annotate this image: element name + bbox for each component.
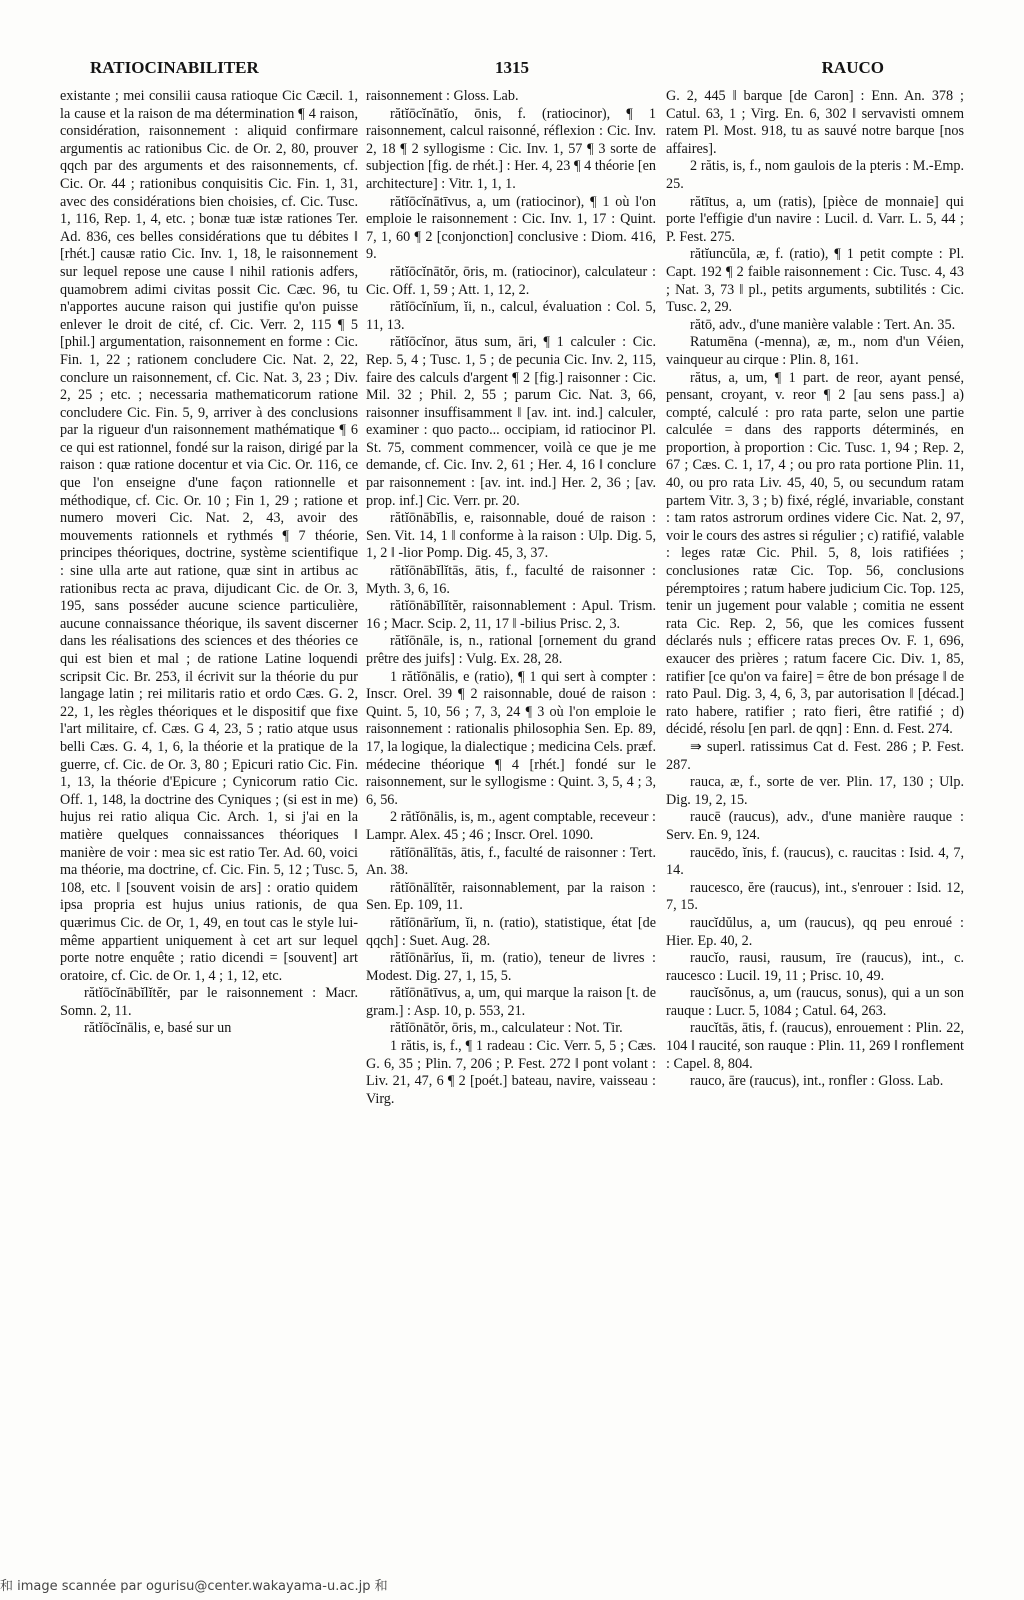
entry: rătĭōnābĭlĭtĕr, raisonnablement : Apul. Trism. 16 ; Macr. Scip. 2, 11, 17 ‖ -bilius Prisc. 2, 3. (366, 598, 656, 632)
entry: rătĭuncŭla, æ, f. (ratio), ¶ 1 petit compte : Pl. Capt. 192 ¶ 2 faible raisonnement : Cic. Tusc. 4, 43 ; Nat. 3, 73 ‖ pl., petits arguments, subtilités : Cic. Tusc. 2, 29. (666, 246, 964, 316)
page-header (0, 58, 1024, 84)
entry: raucē (raucus), adv., d'une manière rauque : Serv. En. 9, 124. (666, 809, 964, 843)
entry: raucĭdŭlus, a, um (raucus), qq peu enroué : Hier. Ep. 40, 2. (666, 914, 964, 949)
entry: 2 rătĭōnālis, is, m., agent comptable, receveur : Lampr. Alex. 45 ; 46 ; Inscr. Orel. 1090. (366, 809, 656, 843)
column-2 (366, 88, 656, 1548)
entry: rătĭōnābĭlĭtās, ātis, f., faculté de raisonner : Myth. 3, 6, 16. (366, 563, 656, 597)
entry: rătĭōnālĭtĕr, raisonnablement, par la raison : Sen. Ep. 109, 11. (366, 879, 656, 914)
entry: raucĭo, rausi, rausum, īre (raucus), int., c. raucesco : Lucil. 19, 11 ; Prisc. 10, 49. (666, 950, 964, 984)
entry: rătĭōcĭnor, ātus sum, āri, ¶ 1 calculer : Cic. Rep. 5, 4 ; Tusc. 1, 5 ; de pecunia Cic. Inv. 2, 115, faire des calculs d'argent ¶ 2 [fig.] raisonner : Cic. Mil. 32 ; Phil. 2, 55 ; parum Cic. Nat. 3, 66, raisonner insuffisamment ‖ [av. int. ind.] calculer, examiner : quo pacto... occipiam, id ratiocinor Pl. St. 75, comment commencer, voilà ce que je me demande, cf. Cic. Inv. 2, 61 ; Her. 4, 16 ‖ conclure par raisonnement : [av. int. ind.] Her. 2, 36 ; [av. prop. inf.] Cic. Verr. pr. 20. (366, 334, 656, 509)
entry: rătĭōnālĭtās, ātis, f., faculté de raisonner : Tert. An. 38. (366, 844, 656, 879)
entry: rătĭōnātŏr, ōris, m., calculateur : Not. Tir. (390, 1020, 623, 1037)
entry: rătĭōcĭnātŏr, ōris, m. (ratiocinor), calculateur : Cic. Off. 1, 59 ; Att. 1, 12, 2. (366, 263, 656, 298)
entry: rătĭōcĭnābĭlĭtĕr, par le raisonnement : Macr. Somn. 2, 11. (60, 985, 358, 1019)
column-3 (666, 88, 964, 1548)
entry: rătus, a, um, ¶ 1 part. de reor, ayant pensé, pensant, croyant, v. reor ¶ 2 [au sens pass.] a) compté, calculé : pro rata parte, selon une partie calculée = dans des rapports déterminés, en proportion, à proportion : Cic. Tusc. 1, 94 ; Rep. 2, 67 ; Cæs. C. 1, 17, 4 ; ou pro rata portione Plin. 11, 40, ou pro rata Liv. 45, 40, 5, ou secundum ratam partem Vitr. 3, 3 ; b) fixé, réglé, invariable, constant : tam ratos astrorum ordines videre Cic. Nat. 2, 97, voir le cours des astres si régulier ; c) ratifié, valable : leges ratæ Cic. Phil. 5, 8, lois ratifiées ; conclusiones ratæ Cic. Top. 56, conclusions péremptoires ; ratum habere judicium Cic. Top. 125, tenir un jugement pour valable ; comitia ne essent rata Cic. Rep. 2, 56, que les comices fussent déclarés nuls ; efficere ratas preces Ov. F. 1, 696, exaucer des prières ; ratum facere Cic. Div. 1, 85, ratifier [ce qu'on va faire] = être de bon présage ‖ de rato Paul. Dig. 3, 4, 6, 3, par autorisation ‖ [décad.] rato habere, ratifier ; rato fieri, être ratifié ; d) décidé, résolu [en parl. de qqn] : Enn. d. Fest. 274. (666, 369, 964, 738)
entry: rauca, æ, f., sorte de ver. Plin. 17, 130 ; Ulp. Dig. 19, 2, 15. (666, 774, 964, 808)
entry: rătō, adv., d'une manière valable : Tert. An. 35. (690, 316, 956, 333)
entry: rătĭōcĭnĭum, ĭi, n., calcul, évaluation : Col. 5, 11, 13. (366, 299, 656, 333)
entry: rauco, āre (raucus), int., ronfler : Gloss. Lab. (690, 1073, 944, 1090)
entry: rătĭōcĭnātīvus, a, um (ratiocinor), ¶ 1 où l'on emploie le raisonnement : Cic. Inv. 1, 17 : Quint. 7, 1, 60 ¶ 2 [conjonction] conclusive : Diom. 416, 9. (366, 193, 656, 263)
column-1 (60, 88, 358, 1548)
scan-credit: 和 image scannée par ogurisu@center.wakayama-u.ac.jp 和 (0, 1579, 388, 1594)
entry: raucēdo, ĭnis, f. (raucus), c. raucitas : Isid. 4, 7, 14. (666, 844, 964, 879)
entry: rătĭōnābĭlis, e, raisonnable, doué de raison : Sen. Vit. 14, 1 ‖ conforme à la raison : Ulp. Dig. 5, 1, 2 ‖ -lior Pomp. Dig. 45, 3, 37. (366, 510, 656, 562)
page-number: 1315 (495, 58, 529, 77)
header-left-guideword: RATIOCINABILITER (90, 58, 259, 77)
entry: raucĭtās, ātis, f. (raucus), enrouement : Plin. 22, 104 ‖ raucité, son rauque : Plin. 11, 269 ‖ ronflement : Capel. 8, 804. (666, 1020, 964, 1072)
entry: rătĭōnārĭum, ĭi, n. (ratio), statistique, état [de qqch] : Suet. Aug. 28. (366, 914, 656, 949)
entry: rătĭōnārĭus, ĭi, m. (ratio), teneur de livres : Modest. Dig. 27, 1, 15, 5. (366, 950, 656, 984)
entry: Ratumēna (-menna), æ, m., nom d'un Véien, vainqueur au cirque : Plin. 8, 161. (666, 334, 964, 368)
entry-continuation: G. 2, 445 ‖ barque [de Caron] : Enn. An. 378 ; Catul. 63, 1 ; Virg. En. 6, 302 ‖ servavisti omnem ratem Pl. Most. 918, tu as sauvé notre barque [nos affaires]. (666, 88, 964, 157)
entry: 1 rătĭōnālis, e (ratio), ¶ 1 qui sert à compter : Inscr. Orel. 39 ¶ 2 raisonnable, doué de raison : Quint. 5, 10, 56 ; 7, 3, 24 ¶ 3 où l'on emploie le raisonnement : rationalis philosophia Sen. Ep. 89, 17, la logique, la dialectique ; medicina Cels. præf. médecine théorique ¶ 4 [rhét.] fondé sur le raisonnement, sur le syllogisme : Quint. 3, 5, 4 ; 3, 6, 56. (366, 668, 656, 808)
entry: rătĭōnātīvus, a, um, qui marque la raison [t. de gram.] : Asp. 10, p. 553, 21. (366, 985, 656, 1019)
entry: rătĭōnāle, is, n., rational [ornement du grand prêtre des juifs] : Vulg. Ex. 28, 28. (366, 633, 656, 667)
entry-continuation: existante ; mei consilii causa ratioque Cic Cæcil. 1, la cause et la raison de ma détermination ¶ 4 raison, considération, raisonnement : aliquid confirmare argumentis ac rationibus Cic. de Or. 2, 80, prouver qqch par des arguments et des raisonnements, cf. Cic. Or. 44 ; rationibus conquisitis Cic. Fin. 1, 31, avec des considérations bien choisies, cf. Cic. Tusc. 1, 116, Rep. 1, 4, etc. ; bonæ tuæ istæ rationes Ter. Ad. 836, ces belles considérations que tu débites ‖ [rhét.] causæ ratio Cic. Inv. 1, 18, le raisonnement sur lequel repose une cause ‖ nihil rationis adfers, quamobrem adimi civitas possit Cic. Cæc. 96, tu n'apportes aucune raison qui justifie qu'on puisse enlever le droit de cité, cf. Cic. Verr. 2, 115 ¶ 5 [phil.] argumentation, raisonnement en forme : Cic. Fin. 1, 22 ; rationem concludere Cic. Nat. 2, 22, conclure un raisonnement, cf. Cic. Nat. 3, 23 ; Div. 2, 25 ; etc. ; necessaria mathematicorum ratione concludere Cic. Fin. 5, 9, arriver à des conclusions par la rigueur d'un raisonnement mathématique ¶ 6 ce qui est rationnel, fondé sur la raison, dirigé par la raison : quæ ratione docentur et via Cic. Or. 116, ce que l'on enseigne d'une façon rationnelle et méthodique, cf. Cic. Or. 10 ; Fin 1, 29 ; ratione et numero moveri Cic. Nat. 2, 43, avoir des mouvements rationnels et rythmés ¶ 7 théorie, principes théoriques, doctrine, système scientifique : sine ulla arte aut ratione, quæ sint in artibus ac rationibus recta ac prava, dijudicant Cic. de Or. 3, 195, sans posséder aucune science particulière, aucune connaissance théorique, ils savent discerner dans les réalisations des sciences et des théories ce qui est bien et mal ; de ratione Latine loquendi scripsit Cic. Br. 253, il écrivit sur la théorie du pur langage latin ; rei militaris ratio et ordo Cæs. G. 2, 22, 1, les règles théoriques et le dispositif que fixe l'art militaire, cf. Cæs. G 4, 23, 5 ; ratio atque usus belli Cæs. G. 4, 1, 6, la théorie et la pratique de la guerre, cf. Cic. de Or. 3, 80 ; Epicuri ratio Cic. Fin. 1, 13, la théorie d'Epicure ; Cynicorum ratio Cic. Off. 1, 148, la doctrine des Cyniques ; (si est in me) hujus rei ratio aliqua Cic. Arch. 1, si j'ai en la matière quelques connaissances théoriques ‖ manière de voir : mea sic est ratio Ter. Ad. 60, voici ma théorie, ma doctrine, cf. Cic. Fin. 5, 12 ; Tusc. 5, 108, etc. ‖ [souvent voisin de ars] : oratio quidem ipsa propria est hujus unius rationis, de qua quærimus Cic. de Or, 1, 49, en tout cas le style lui-même appartient uniquement à cet art sur lequel porte notre enquête ; ratio dicendi = [souvent] art oratoire, cf. Cic. de Or. 1, 4 ; 1, 12, etc. (60, 88, 358, 984)
entry: 2 rătis, is, f., nom gaulois de la pteris : M.-Emp. 25. (666, 158, 964, 192)
entry: ⇛ superl. ratissimus Cat d. Fest. 286 ; P. Fest. 287. (666, 738, 964, 773)
entry: rătĭōcĭnātĭo, ōnis, f. (ratiocinor), ¶ 1 raisonnement, calcul raisonné, réflexion : Cic. Inv. 2, 18 ¶ 2 syllogisme : Cic. Inv. 1, 57 ¶ 3 sorte de subjection [fig. de rhét.] : Her. 4, 23 ¶ 4 théorie [en architecture] : Vitr. 1, 1, 1. (366, 105, 656, 192)
entry: raucesco, ĕre (raucus), int., s'enrouer : Isid. 12, 7, 15. (666, 879, 964, 914)
header-right-guideword: RAUCO (821, 58, 884, 77)
entry: rătītus, a, um (ratis), [pièce de monnaie] qui porte l'effigie d'un navire : Lucil. d. Varr. L. 5, 44 ; P. Fest. 275. (666, 193, 964, 245)
entry: rătĭōcĭnālis, e, basé sur un (84, 1020, 232, 1037)
entry-continuation: raisonnement : Gloss. Lab. (366, 88, 519, 104)
entry: raucĭsŏnus, a, um (raucus, sonus), qui a un son rauque : Lucr. 5, 1084 ; Catul. 64, 263. (666, 985, 964, 1019)
entry: 1 rătis, is, f., ¶ 1 radeau : Cic. Verr. 5, 5 ; Cæs. G. 6, 35 ; Plin. 7, 206 ; P. Fest. 272 ‖ pont volant : Liv. 21, 47, 6 ¶ 2 [poét.] bateau, navire, vaisseau : Virg. (366, 1038, 656, 1107)
